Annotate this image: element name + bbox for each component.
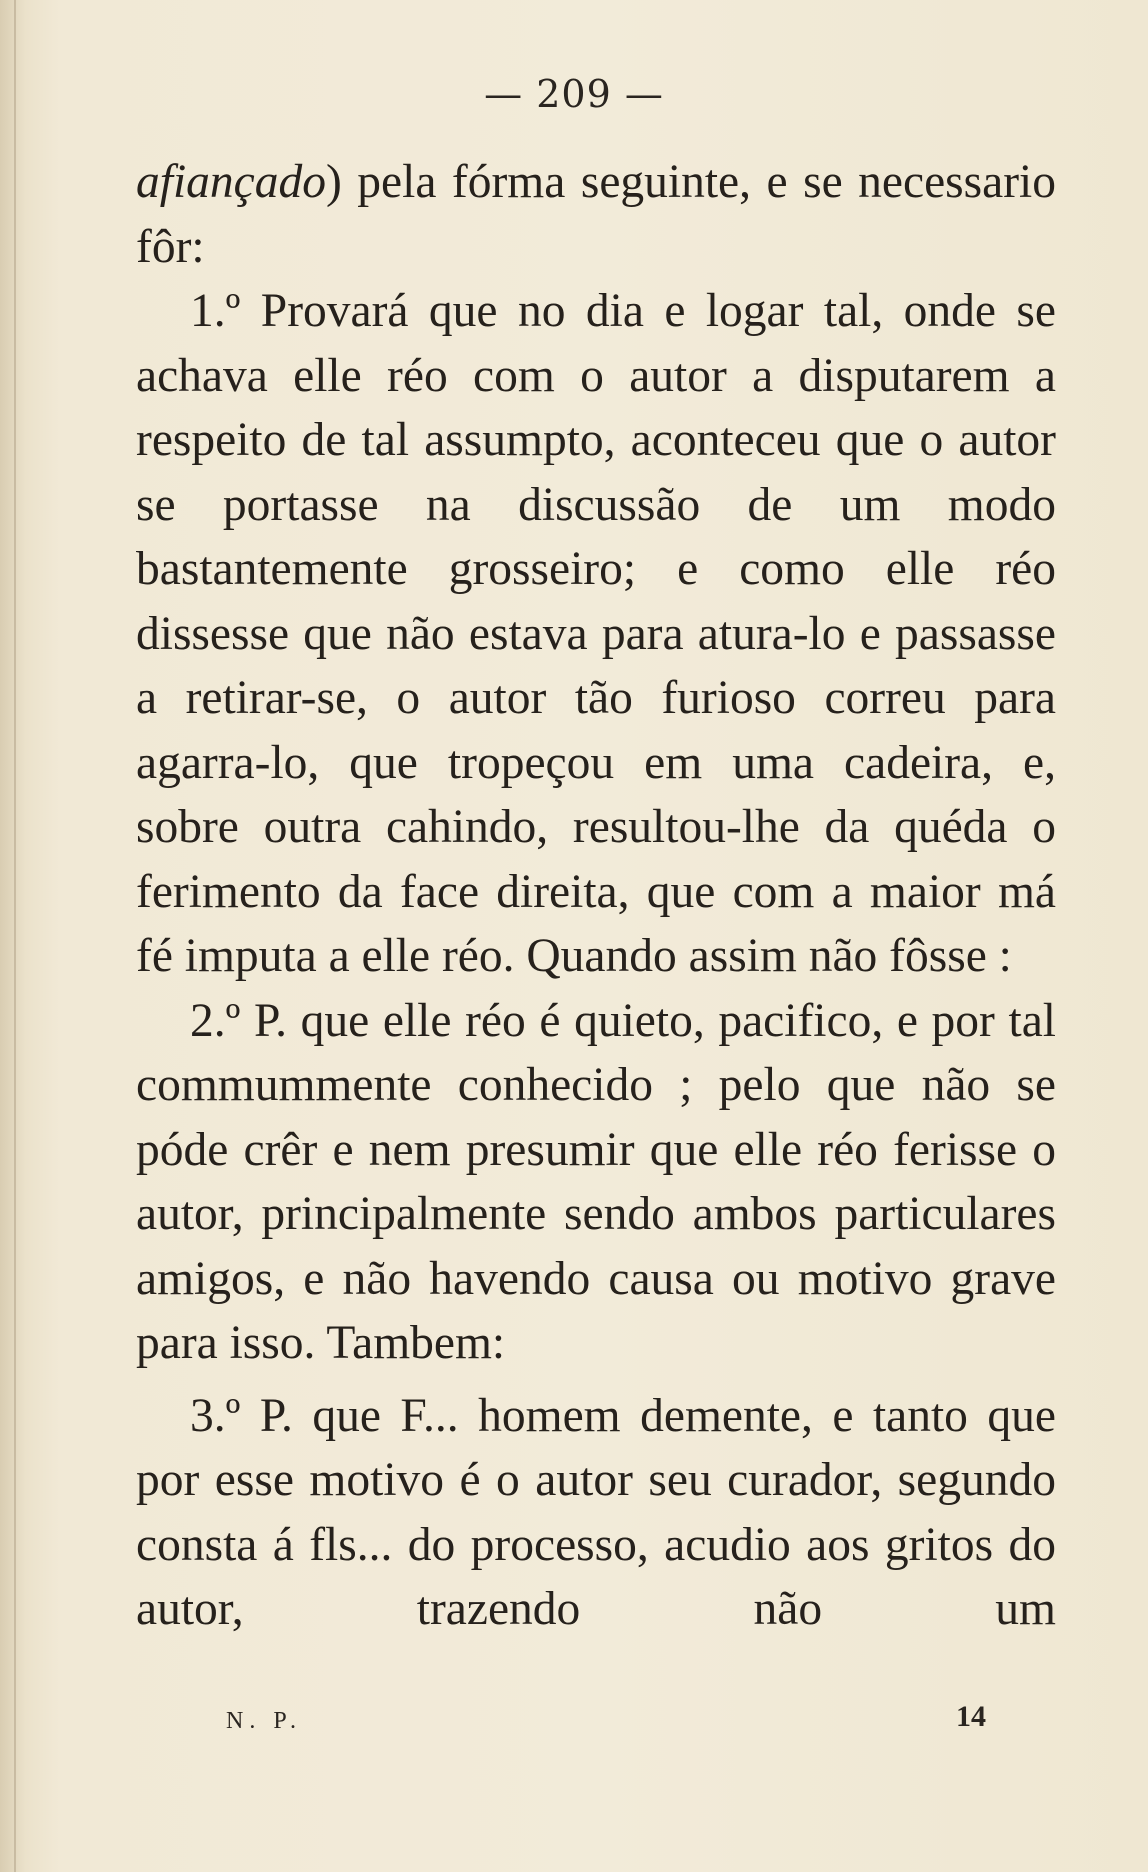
italic-word: afiançado	[136, 156, 326, 208]
paragraph-item-1: 1.º Provará que no dia e logar tal, onde se achava elle réo com o autor a disputarem a respeito de tal assumpto, aconteceu que o autor se portasse na discussão de um modo bastantemente grosseiro; e como elle réo dissesse que não estava para atura-lo e passasse a retirar-se, o autor tão furioso correu para agarra-lo, que tropeçou em uma cadeira, e, sobre outra cahindo, resultou-lhe da quéda o ferimento da face direita, que com a maior má fé imputa a elle réo. Quando assim não fôsse :	[136, 285, 1056, 982]
page-number-header: — 209 —	[484, 72, 664, 116]
paragraph-text: ) pela fórma seguinte, e se necessario fôr:	[136, 156, 1056, 273]
paragraph-item-3: 3.º P. que F... homem demente, e tanto que por esse motivo é o autor seu curador, segundo consta á fls... do processo, acudio aos gritos do autor, trazendo não um	[136, 1389, 1056, 1635]
body-text	[136, 150, 1056, 1642]
paragraph-continuation	[136, 150, 1056, 279]
paragraph-item-2: 2.º P. que elle réo é quieto, pacifico, e por tal commummente conhecido ; pelo que não se póde crêr e nem presumir que elle réo ferisse o autor, principalmente sendo ambos particulares amigos, e não havendo causa ou motivo grave para isso. Tambem:	[136, 994, 1056, 1369]
signature-number: 14	[956, 1700, 986, 1733]
signature-mark: N. P.	[226, 1708, 303, 1734]
binding-edge	[14, 0, 16, 1872]
